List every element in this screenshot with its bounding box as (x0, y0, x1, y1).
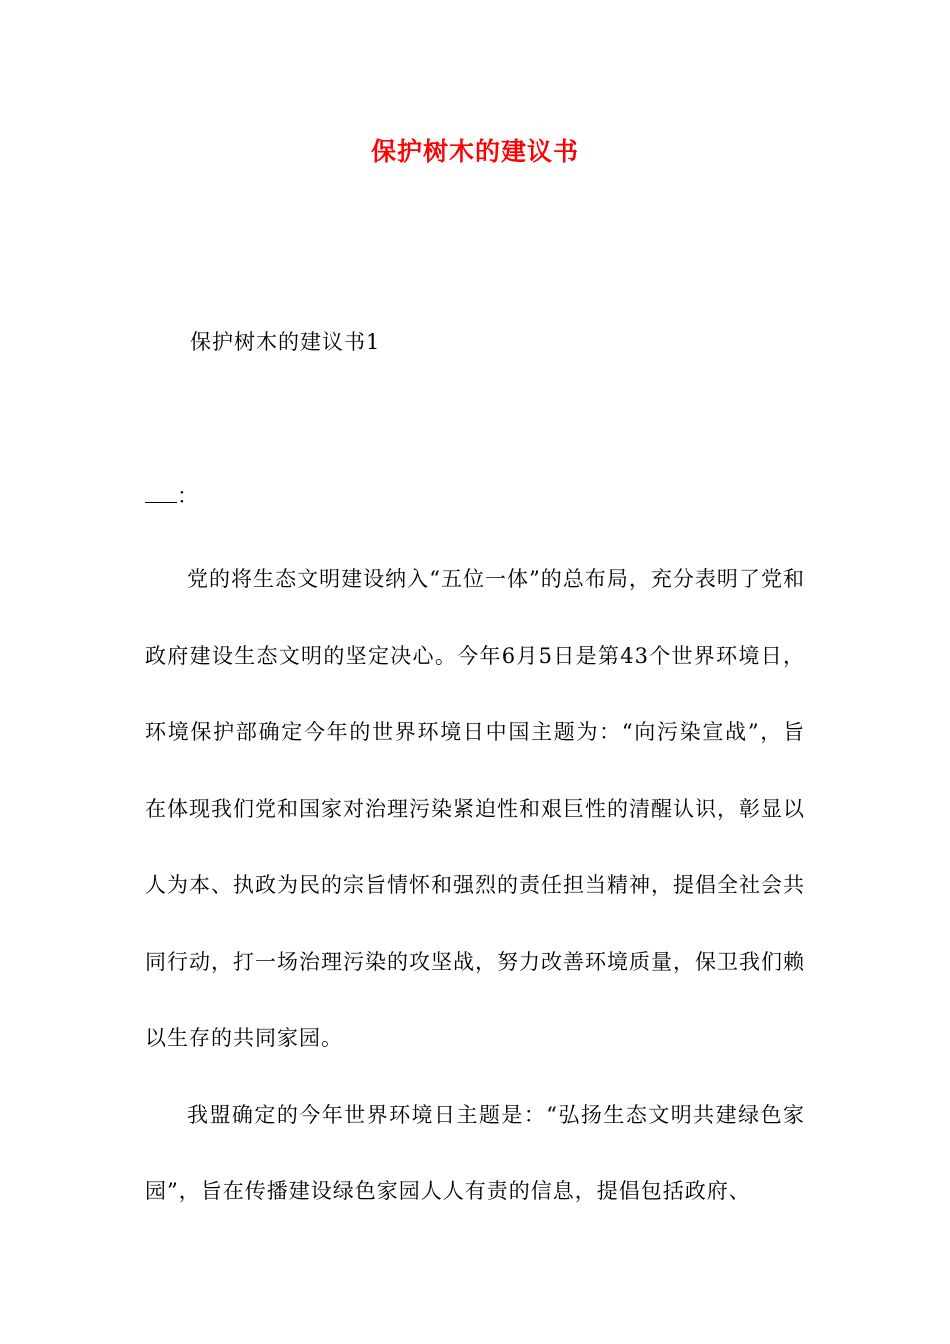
paragraph-1: 党的将生态文明建设纳入“五位一体”的总布局，充分表明了党和政府建设生态文明的坚定决心。今年6月5日是第43个世界环境日，环境保护部确定今年的世界环境日中国主题为：“向污染宣战”，旨在体现我们党和国家对治理污染紧迫性和艰巨性的清醒认识，彰显以人为本、执政为民的宗旨情怀和强烈的责任担当精神，提倡全社会共同行动，打一场治理污染的攻坚战，努力改善环境质量，保卫我们赖以生存的共同家园。 (145, 567, 805, 1050)
salutation-blank (145, 484, 177, 503)
paragraph-2: 我盟确定的今年世界环境日主题是：“弘扬生态文明共建绿色家园”，旨在传播建设绿色家园人人有责的信息，提倡包括政府、 (145, 1102, 805, 1203)
document-subtitle: 保护树木的建议书1 (190, 330, 381, 354)
body-text (145, 541, 805, 1230)
salutation-colon: ： (177, 484, 198, 508)
document-title: 保护树木的建议书 (370, 137, 579, 166)
salutation-line (145, 480, 198, 510)
